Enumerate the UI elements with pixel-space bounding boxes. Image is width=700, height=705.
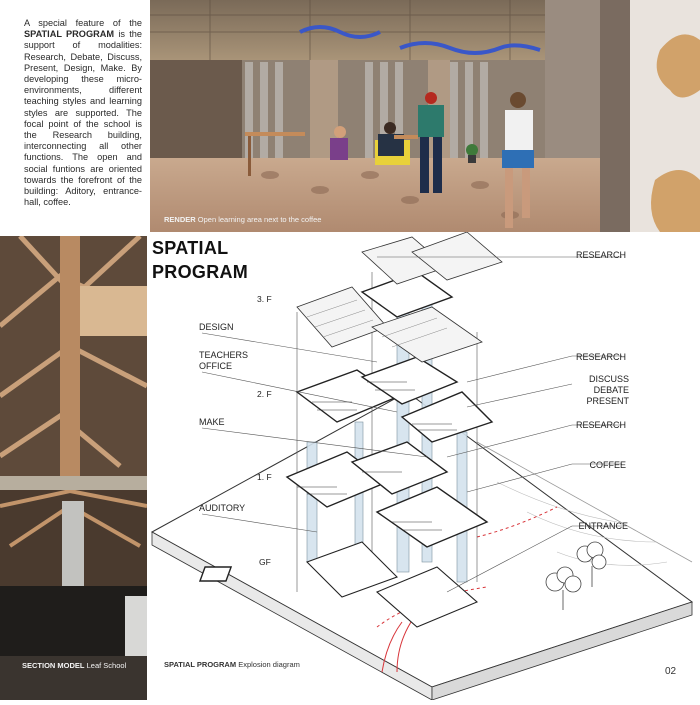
intro-text-before: A special feature of the <box>24 18 142 28</box>
intro-text-after: is the support of modalities: Research, Debate, Discuss, Present, Design, Make. By developing these micro-environments, different teaching styles and learning styles are supported. The focal point of the school is the Research building, interconnecting all other functions. The open and social funtions are oriented towards the forefront of the building: Aditory, entrance-hall, coffee. <box>24 29 142 208</box>
label-present: PRESENT <box>586 396 629 406</box>
label-discuss: DISCUSS <box>588 374 629 384</box>
render-image <box>150 0 600 232</box>
label-coffee: COFFEE <box>589 460 626 470</box>
explosion-diagram <box>147 232 700 700</box>
section-model-image <box>0 236 147 700</box>
label-entrance: ENTRANCE <box>578 521 628 531</box>
spatial-program-title-line2: PROGRAM <box>152 262 249 282</box>
label-research-top: RESEARCH <box>575 250 626 260</box>
label-make: MAKE <box>199 417 225 427</box>
render-caption-text: Open learning area next to the coffee <box>197 215 322 224</box>
diagram-caption-text: Explosion diagram <box>238 660 300 669</box>
diagram-caption <box>164 660 300 669</box>
label-auditory: AUDITORY <box>199 503 246 513</box>
intro-highlight: SPATIAL PROGRAM <box>24 29 115 40</box>
label-research-mid: RESEARCH <box>575 352 626 362</box>
section-model-illustration <box>0 236 147 700</box>
label-design: DESIGN <box>199 322 234 332</box>
render-caption <box>164 215 321 224</box>
section-caption-bold: SECTION MODEL <box>22 661 85 670</box>
render-illustration <box>150 0 600 232</box>
wood-wall-illustration <box>600 0 700 232</box>
render-caption-bold: RENDER <box>164 215 196 224</box>
floor-label-2f: 2. F <box>257 389 272 399</box>
floor-label-1f: 1. F <box>257 472 272 482</box>
label-office: OFFICE <box>199 361 232 371</box>
wood-wall-image <box>600 0 700 232</box>
label-research-low: RESEARCH <box>575 420 626 430</box>
label-teachers: TEACHERS <box>199 350 249 360</box>
section-caption-text: Leaf School <box>86 661 127 670</box>
diagram-caption-bold: SPATIAL PROGRAM <box>164 660 237 669</box>
spatial-program-title <box>152 236 248 284</box>
page-number: 02 <box>665 666 677 677</box>
floor-label-gf: GF <box>259 557 271 567</box>
explosion-diagram-svg <box>147 232 700 700</box>
intro-paragraph <box>24 18 142 208</box>
label-debate: DEBATE <box>593 385 629 395</box>
spatial-program-title-line1: SPATIAL <box>152 238 229 258</box>
section-caption <box>22 661 126 670</box>
floor-label-3f: 3. F <box>257 294 272 304</box>
